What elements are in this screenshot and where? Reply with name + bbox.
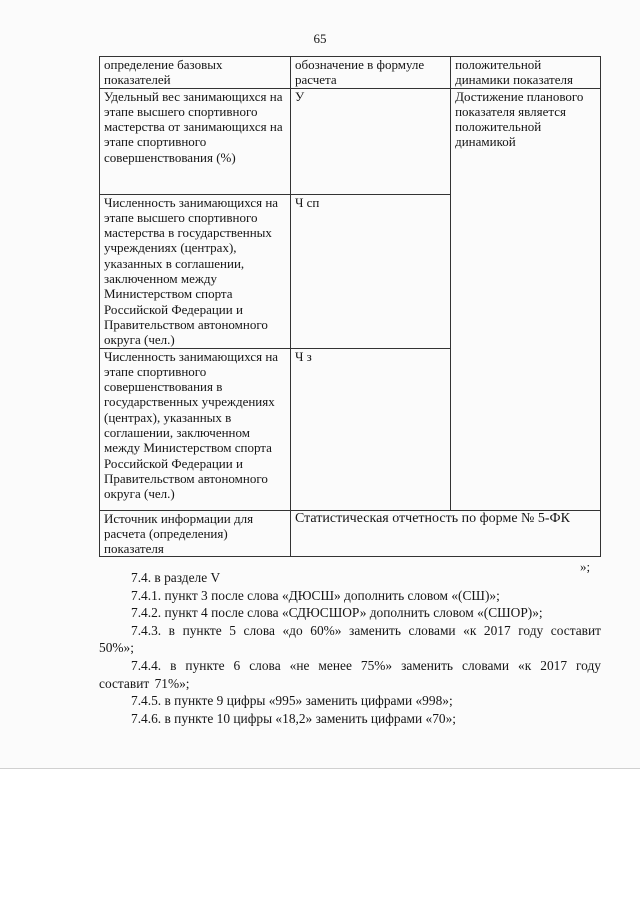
merged-dynamics-note: Достижение планового показателя является положительной динамикой xyxy=(451,88,601,510)
paragraph: 7.4.2. пункт 4 после слова «СДЮСШОР» дополнить словом «(СШОР)»; xyxy=(131,605,543,621)
paragraph: 7.4.4. в пункте 6 слова «не менее 75%» заменить словами «к 2017 году составит 71%»; xyxy=(99,657,601,691)
row-indicator-name: Численность занимающихся на этапе высшего спортивного мастерства в государственных учреждениях (центрах), указанных в соглашении, заключенном между Министерством спорта Российской Федерации и Правительством автономного округа (чел.) xyxy=(100,194,291,348)
paragraph: 7.4.6. в пункте 10 цифры «18,2» заменить цифрами «70»; xyxy=(131,710,457,726)
row-indicator-name: Удельный вес занимающихся на этапе высшего спортивного мастерства от занимающихся на этапе спортивного совершенствования (%) xyxy=(100,88,291,194)
page-number: 65 xyxy=(313,31,327,46)
header-cell-dynamics: положительной динамики показателя xyxy=(451,57,601,89)
amendment-text xyxy=(99,569,601,727)
indicator-table xyxy=(99,56,601,557)
paragraph: 7.4.5. в пункте 9 цифры «995» заменить цифрами «998»; xyxy=(131,693,453,709)
header-cell-definition: определение базовых показателей xyxy=(100,57,291,89)
source-row xyxy=(100,510,601,557)
row-indicator-symbol: Ч сп xyxy=(290,194,450,348)
header-cell-symbol: обозначение в формуле расчета xyxy=(290,57,450,89)
row-indicator-name: Численность занимающихся на этапе спортивного совершенствования в государственных учреждениях (центрах), указанных в соглашении, заключенном между Министерством спорта Российской Федерации и Правительством автономного округа (чел.) xyxy=(100,348,291,510)
row-indicator-symbol: У xyxy=(290,88,450,194)
closing-quote: »; xyxy=(580,559,591,574)
table-row xyxy=(100,88,601,194)
paragraph: 7.4.3. в пункте 5 слова «до 60%» заменить словами «к 2017 году составит 50%»; xyxy=(99,622,601,656)
row-indicator-symbol: Ч з xyxy=(290,348,450,510)
table-header-row xyxy=(100,57,601,89)
source-label: Источник информации для расчета (определения) показателя xyxy=(100,510,291,557)
paragraph: 7.4.1. пункт 3 после слова «ДЮСШ» дополнить словом «(СШ)»; xyxy=(131,587,500,603)
source-value: Статистическая отчетность по форме № 5-ФК xyxy=(290,510,600,557)
paragraph: 7.4. в разделе V xyxy=(131,570,221,585)
